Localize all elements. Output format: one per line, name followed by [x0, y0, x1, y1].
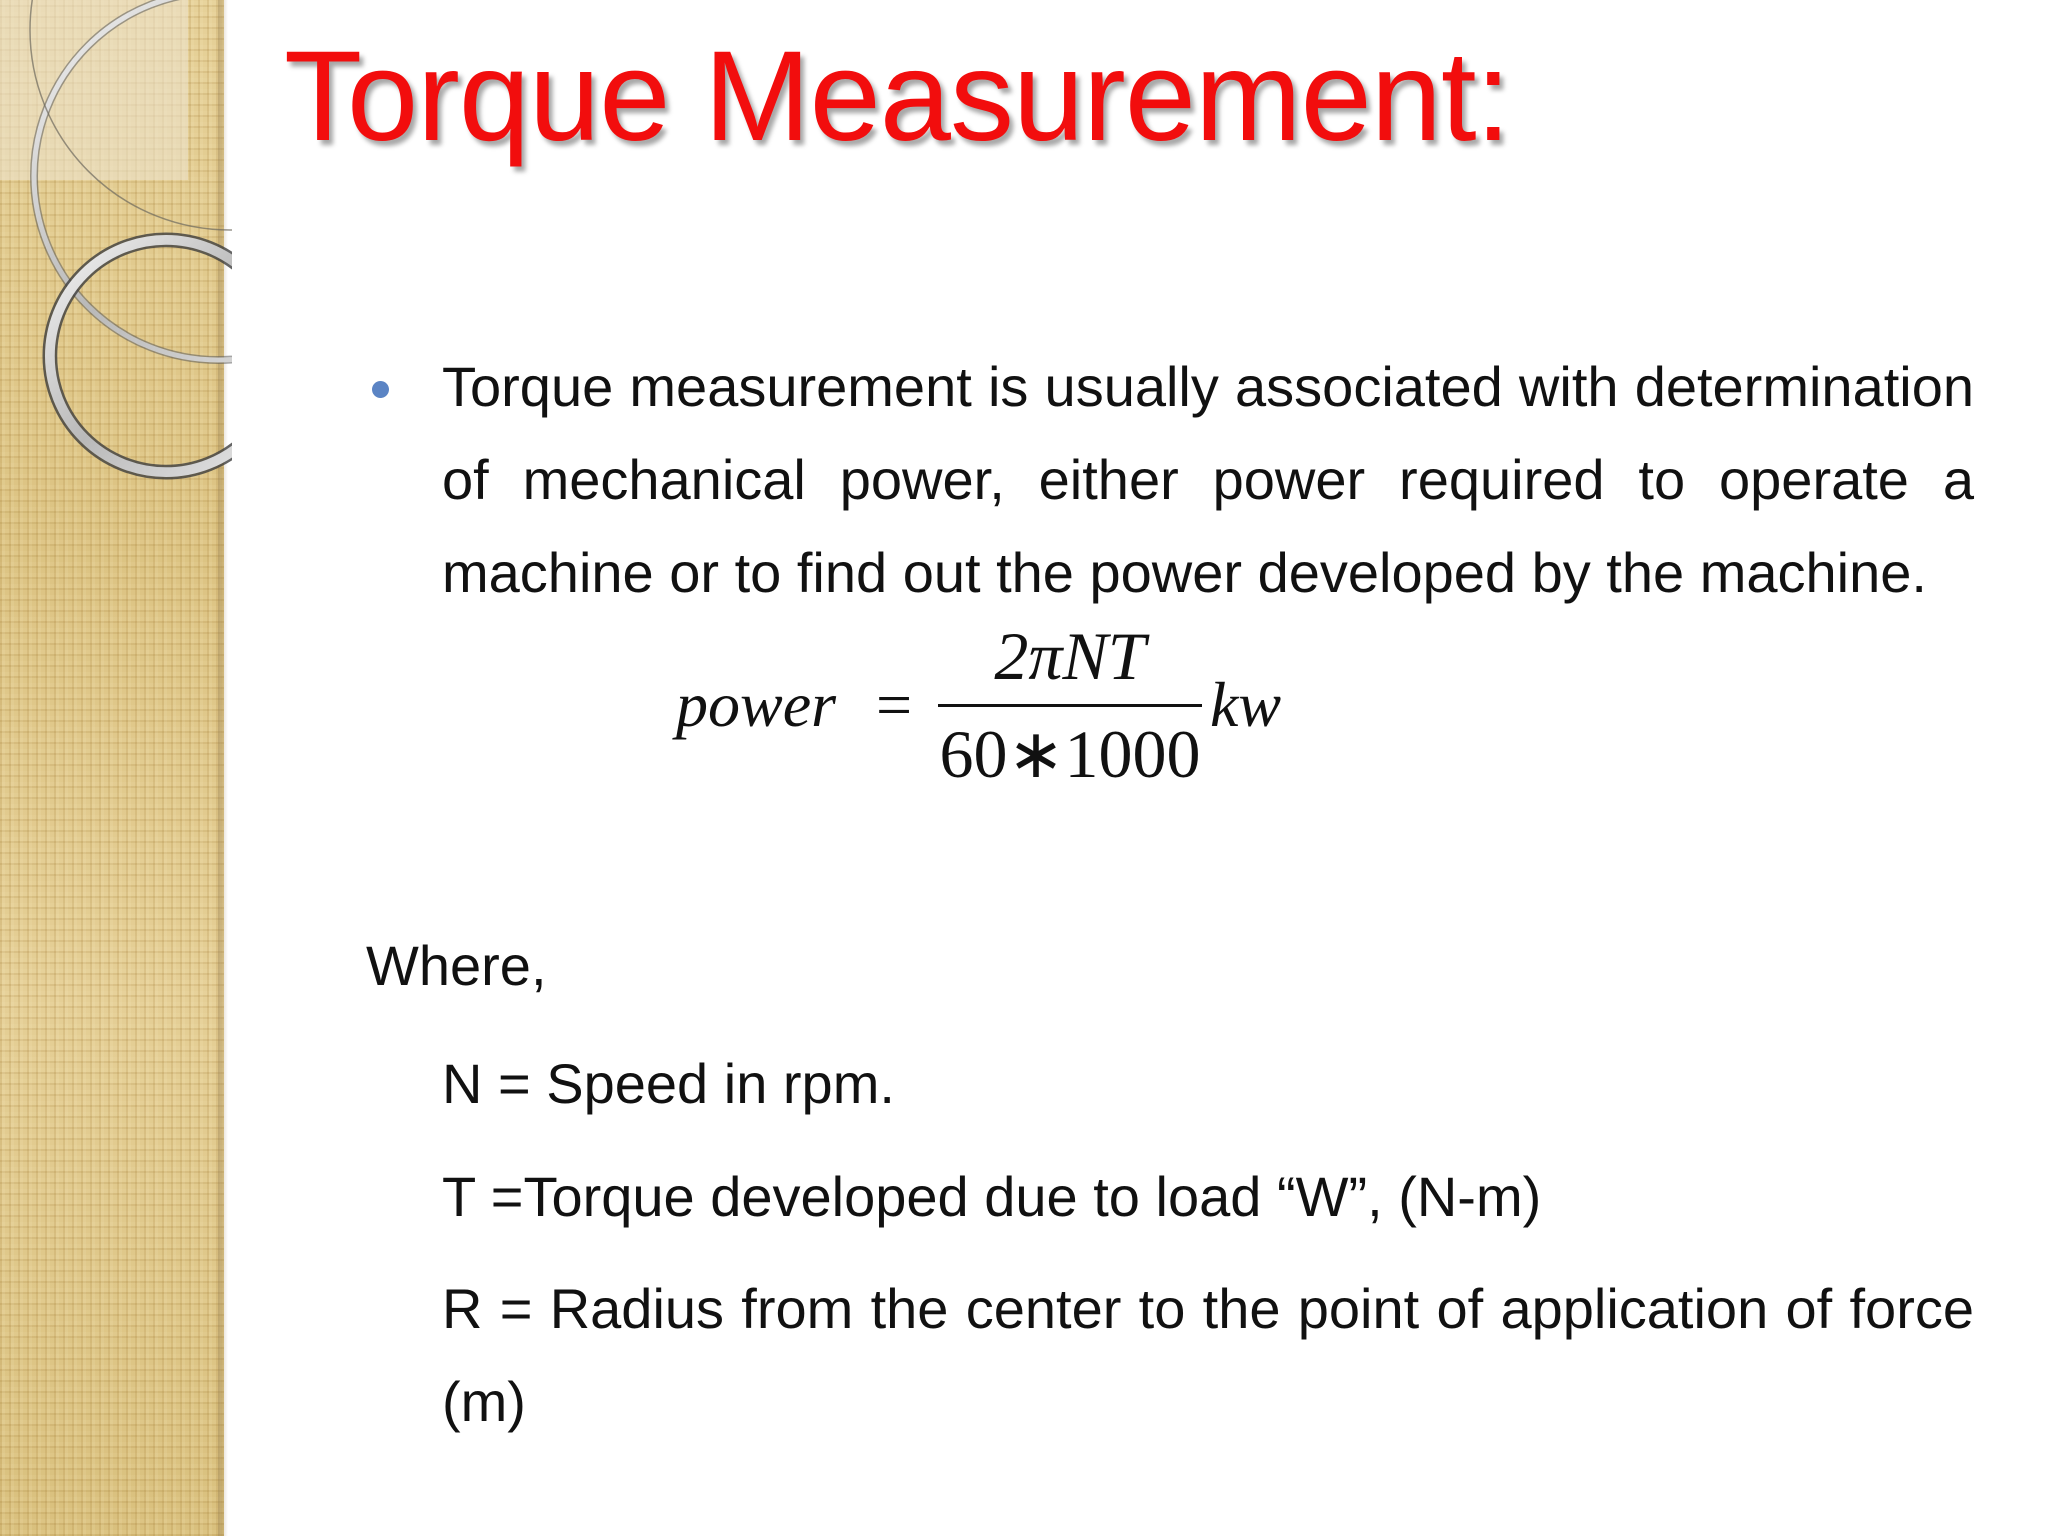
definition-t: T =Torque developed due to load “W”, (N-m): [442, 1165, 1542, 1228]
formula-numerator: 2πNT: [994, 618, 1146, 694]
formula-equals: =: [876, 669, 913, 740]
formula-denominator: 60∗1000: [939, 716, 1201, 792]
power-formula: [676, 618, 1316, 792]
definition-n: N = Speed in rpm.: [442, 1052, 895, 1115]
corner-panel: [0, 0, 188, 180]
bullet-paragraph: Torque measurement is usually associated with determination of mechanical power, either power required to operate a machine or to find out the power developed by the machine.: [442, 355, 1974, 604]
bullet-dot-icon: [372, 381, 389, 398]
formula-lhs: power: [676, 669, 836, 740]
decorative-rings-graphic: [0, 0, 232, 500]
where-label: Where,: [366, 934, 547, 997]
formula-unit: kw: [1210, 669, 1282, 740]
definition-r: R = Radius from the center to the point of application of force (m): [442, 1277, 1974, 1433]
fraction-bar: [938, 704, 1202, 707]
slide-title: Torque Measurement:: [284, 25, 1511, 168]
